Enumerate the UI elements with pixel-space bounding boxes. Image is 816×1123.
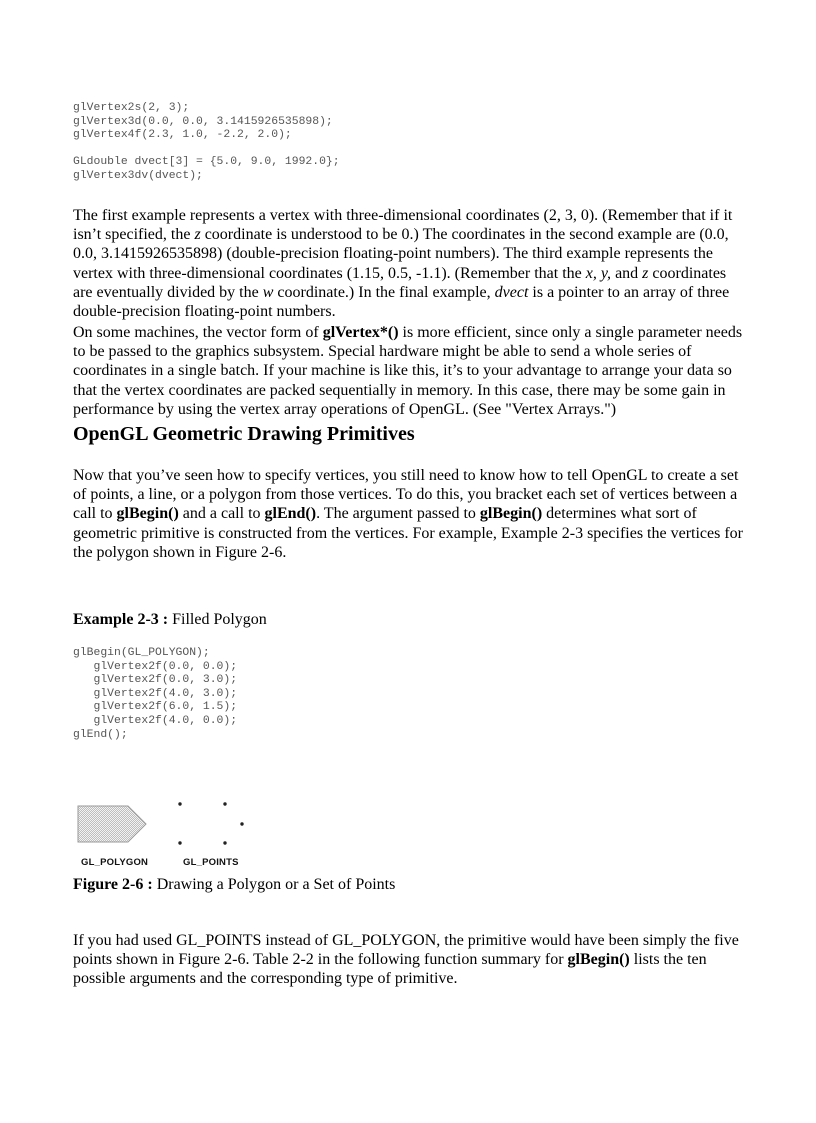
italic-text: w bbox=[262, 283, 274, 301]
code-line: glEnd(); bbox=[73, 728, 128, 741]
figure-2-6 bbox=[73, 796, 263, 868]
italic-text: dvect bbox=[494, 283, 529, 301]
text: On some machines, the vector form of bbox=[73, 324, 323, 341]
code-block-vertex-examples bbox=[73, 102, 333, 143]
text: The first example represents a vertex with three-dimensional coordinates (2, 3, 0). (Remember that if it isn’t specified, the bbox=[73, 207, 733, 244]
section-heading: OpenGL Geometric Drawing Primitives bbox=[73, 423, 415, 445]
code-line: glVertex2f(4.0, 0.0); bbox=[73, 714, 238, 727]
function-name: glBegin() bbox=[567, 951, 630, 969]
code-line: glVertex2f(0.0, 3.0); bbox=[73, 674, 238, 687]
text: and a call to bbox=[178, 505, 265, 523]
text: and bbox=[611, 264, 643, 282]
function-name: glBegin() bbox=[116, 505, 179, 523]
text: . The argument passed to bbox=[316, 505, 480, 523]
text: lists the ten possible arguments and the corresponding type of primitive. bbox=[73, 951, 707, 988]
code-line: glBegin(GL_POLYGON); bbox=[73, 647, 210, 659]
point-marker bbox=[223, 841, 226, 844]
code-line: glVertex2f(6.0, 1.5); bbox=[73, 701, 238, 714]
paragraph-vector-form bbox=[73, 323, 748, 419]
function-name: glVertex*() bbox=[322, 324, 399, 341]
text: coordinates are eventually divided by the bbox=[73, 264, 727, 301]
caption-text: Drawing a Polygon or a Set of Points bbox=[152, 876, 396, 893]
italic-text: z bbox=[642, 264, 649, 282]
paragraph-vertex-explanation bbox=[73, 206, 748, 321]
italic-text: z bbox=[194, 226, 201, 244]
point-marker bbox=[223, 802, 226, 805]
function-name: glBegin() bbox=[479, 505, 543, 523]
paragraph-primitives-intro bbox=[73, 466, 748, 562]
code-line: glVertex3dv(dvect); bbox=[73, 169, 203, 182]
code-line: GLdouble dvect[3] = {5.0, 9.0, 1992.0}; bbox=[73, 156, 340, 168]
code-block-filled-polygon bbox=[73, 647, 237, 742]
figure-label-points: GL_POINTS bbox=[183, 857, 239, 868]
point-marker bbox=[178, 841, 181, 844]
text: determines what sort of geometric primitive is constructed from the vertices. For example, Example 2-3 specifies the vertices for the polygon shown in Figure 2-6. bbox=[73, 505, 743, 561]
code-line: glVertex2f(0.0, 0.0); bbox=[73, 660, 238, 673]
text: Now that you’ve seen how to specify vertices, you still need to know how to tell OpenGL to create a set of points, a line, or a polygon from those vertices. To do this, you bracket each set of vertices between a call to bbox=[73, 467, 739, 523]
figure-drawing bbox=[73, 796, 263, 852]
figure-caption bbox=[73, 875, 395, 894]
caption-label: Example 2-3 : bbox=[73, 611, 169, 628]
code-block-dvect bbox=[73, 156, 340, 183]
code-line: glVertex3d(0.0, 0.0, 3.1415926535898); bbox=[73, 115, 333, 128]
code-line: glVertex4f(2.3, 1.0, -2.2, 2.0); bbox=[73, 129, 292, 142]
italic-text: x, y, bbox=[585, 264, 612, 282]
caption-label: Figure 2-6 : bbox=[73, 876, 153, 893]
paragraph-gl-points bbox=[73, 931, 748, 989]
text: is a pointer to an array of three double-precision floating-point numbers. bbox=[73, 283, 730, 321]
caption-text: Filled Polygon bbox=[168, 611, 267, 628]
text: is more efficient, since only a single parameter needs to be passed to the graphics subsystem. Special hardware might be able to send a whole series of coordinates in a single batch. If your machine is like this, it’s to your advantage to arrange your data so that the vertex coordinates are packed sequentially in memory. In this case, there may be some gain in performance by using the vertex array operations of OpenGL. (See "Vertex Arrays.") bbox=[73, 324, 743, 418]
example-caption bbox=[73, 610, 267, 629]
point-marker bbox=[240, 822, 243, 825]
code-line: glVertex2s(2, 3); bbox=[73, 102, 190, 114]
code-line: glVertex2f(4.0, 3.0); bbox=[73, 687, 238, 700]
function-name: glEnd() bbox=[264, 505, 317, 523]
text: coordinate.) In the final example, bbox=[273, 283, 495, 301]
filled-polygon-shape bbox=[78, 806, 146, 842]
text: If you had used GL_POINTS instead of GL_POLYGON, the primitive would have been simply the five points shown in Figure 2-6. Table 2-2 in the following function summary for bbox=[73, 932, 739, 969]
point-marker bbox=[178, 802, 181, 805]
text: coordinate is understood to be 0.) The coordinates in the second example are (0.0, 0.0, 3.1415926535898) (double-precision floating-point numbers). The third example represents the vertex with three-dimensional coordinates (1.15, 0.5, -1.1). (Remember that the bbox=[73, 226, 729, 282]
figure-label-polygon: GL_POLYGON bbox=[81, 857, 149, 868]
